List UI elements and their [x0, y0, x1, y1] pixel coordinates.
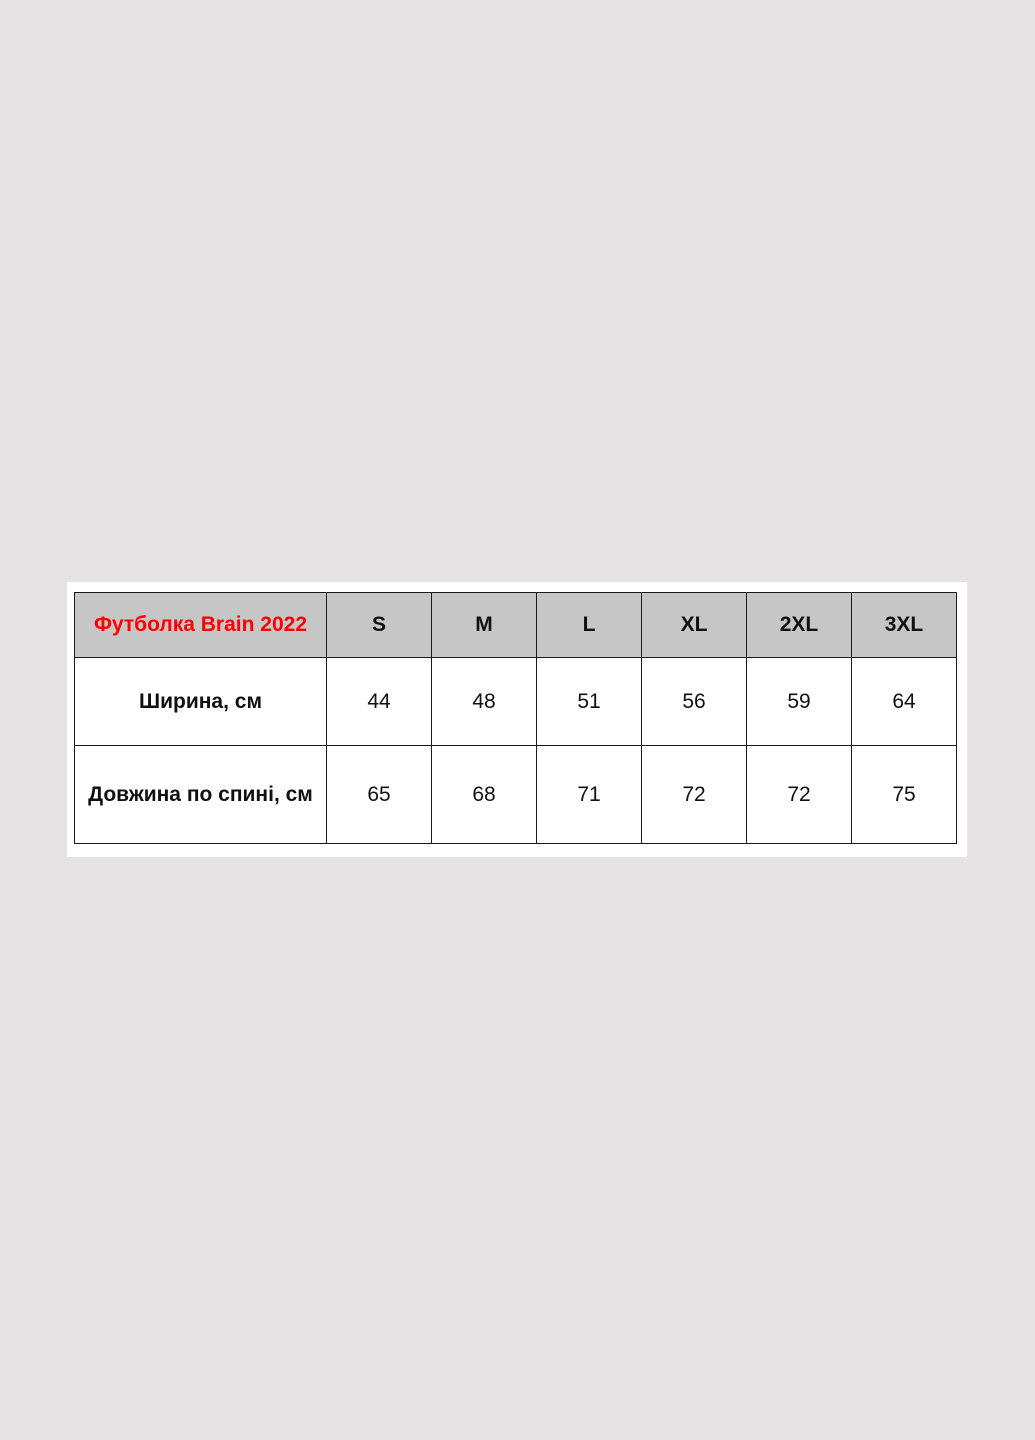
table-row: [75, 746, 957, 844]
table-cell: 59: [747, 658, 852, 746]
table-cell: 48: [432, 658, 537, 746]
table-cell: 51: [537, 658, 642, 746]
size-header-3xl: 3XL: [852, 593, 957, 658]
table-cell: 75: [852, 746, 957, 844]
table-cell: 72: [642, 746, 747, 844]
table-cell: 65: [327, 746, 432, 844]
table-cell: 44: [327, 658, 432, 746]
table-cell: 56: [642, 658, 747, 746]
size-header-xl: XL: [642, 593, 747, 658]
size-header-s: S: [327, 593, 432, 658]
table-cell: 64: [852, 658, 957, 746]
size-header-m: M: [432, 593, 537, 658]
table-cell: 68: [432, 746, 537, 844]
size-header-l: L: [537, 593, 642, 658]
size-chart-card: [67, 582, 967, 857]
header-row: [75, 593, 957, 658]
row-label-width: Ширина, см: [75, 658, 327, 746]
table-cell: 71: [537, 746, 642, 844]
row-label-back-length: Довжина по спині, см: [75, 746, 327, 844]
table-row: [75, 658, 957, 746]
table-cell: 72: [747, 746, 852, 844]
size-header-2xl: 2XL: [747, 593, 852, 658]
size-chart-table: [74, 592, 957, 844]
table-title: Футболка Brain 2022: [75, 593, 327, 658]
